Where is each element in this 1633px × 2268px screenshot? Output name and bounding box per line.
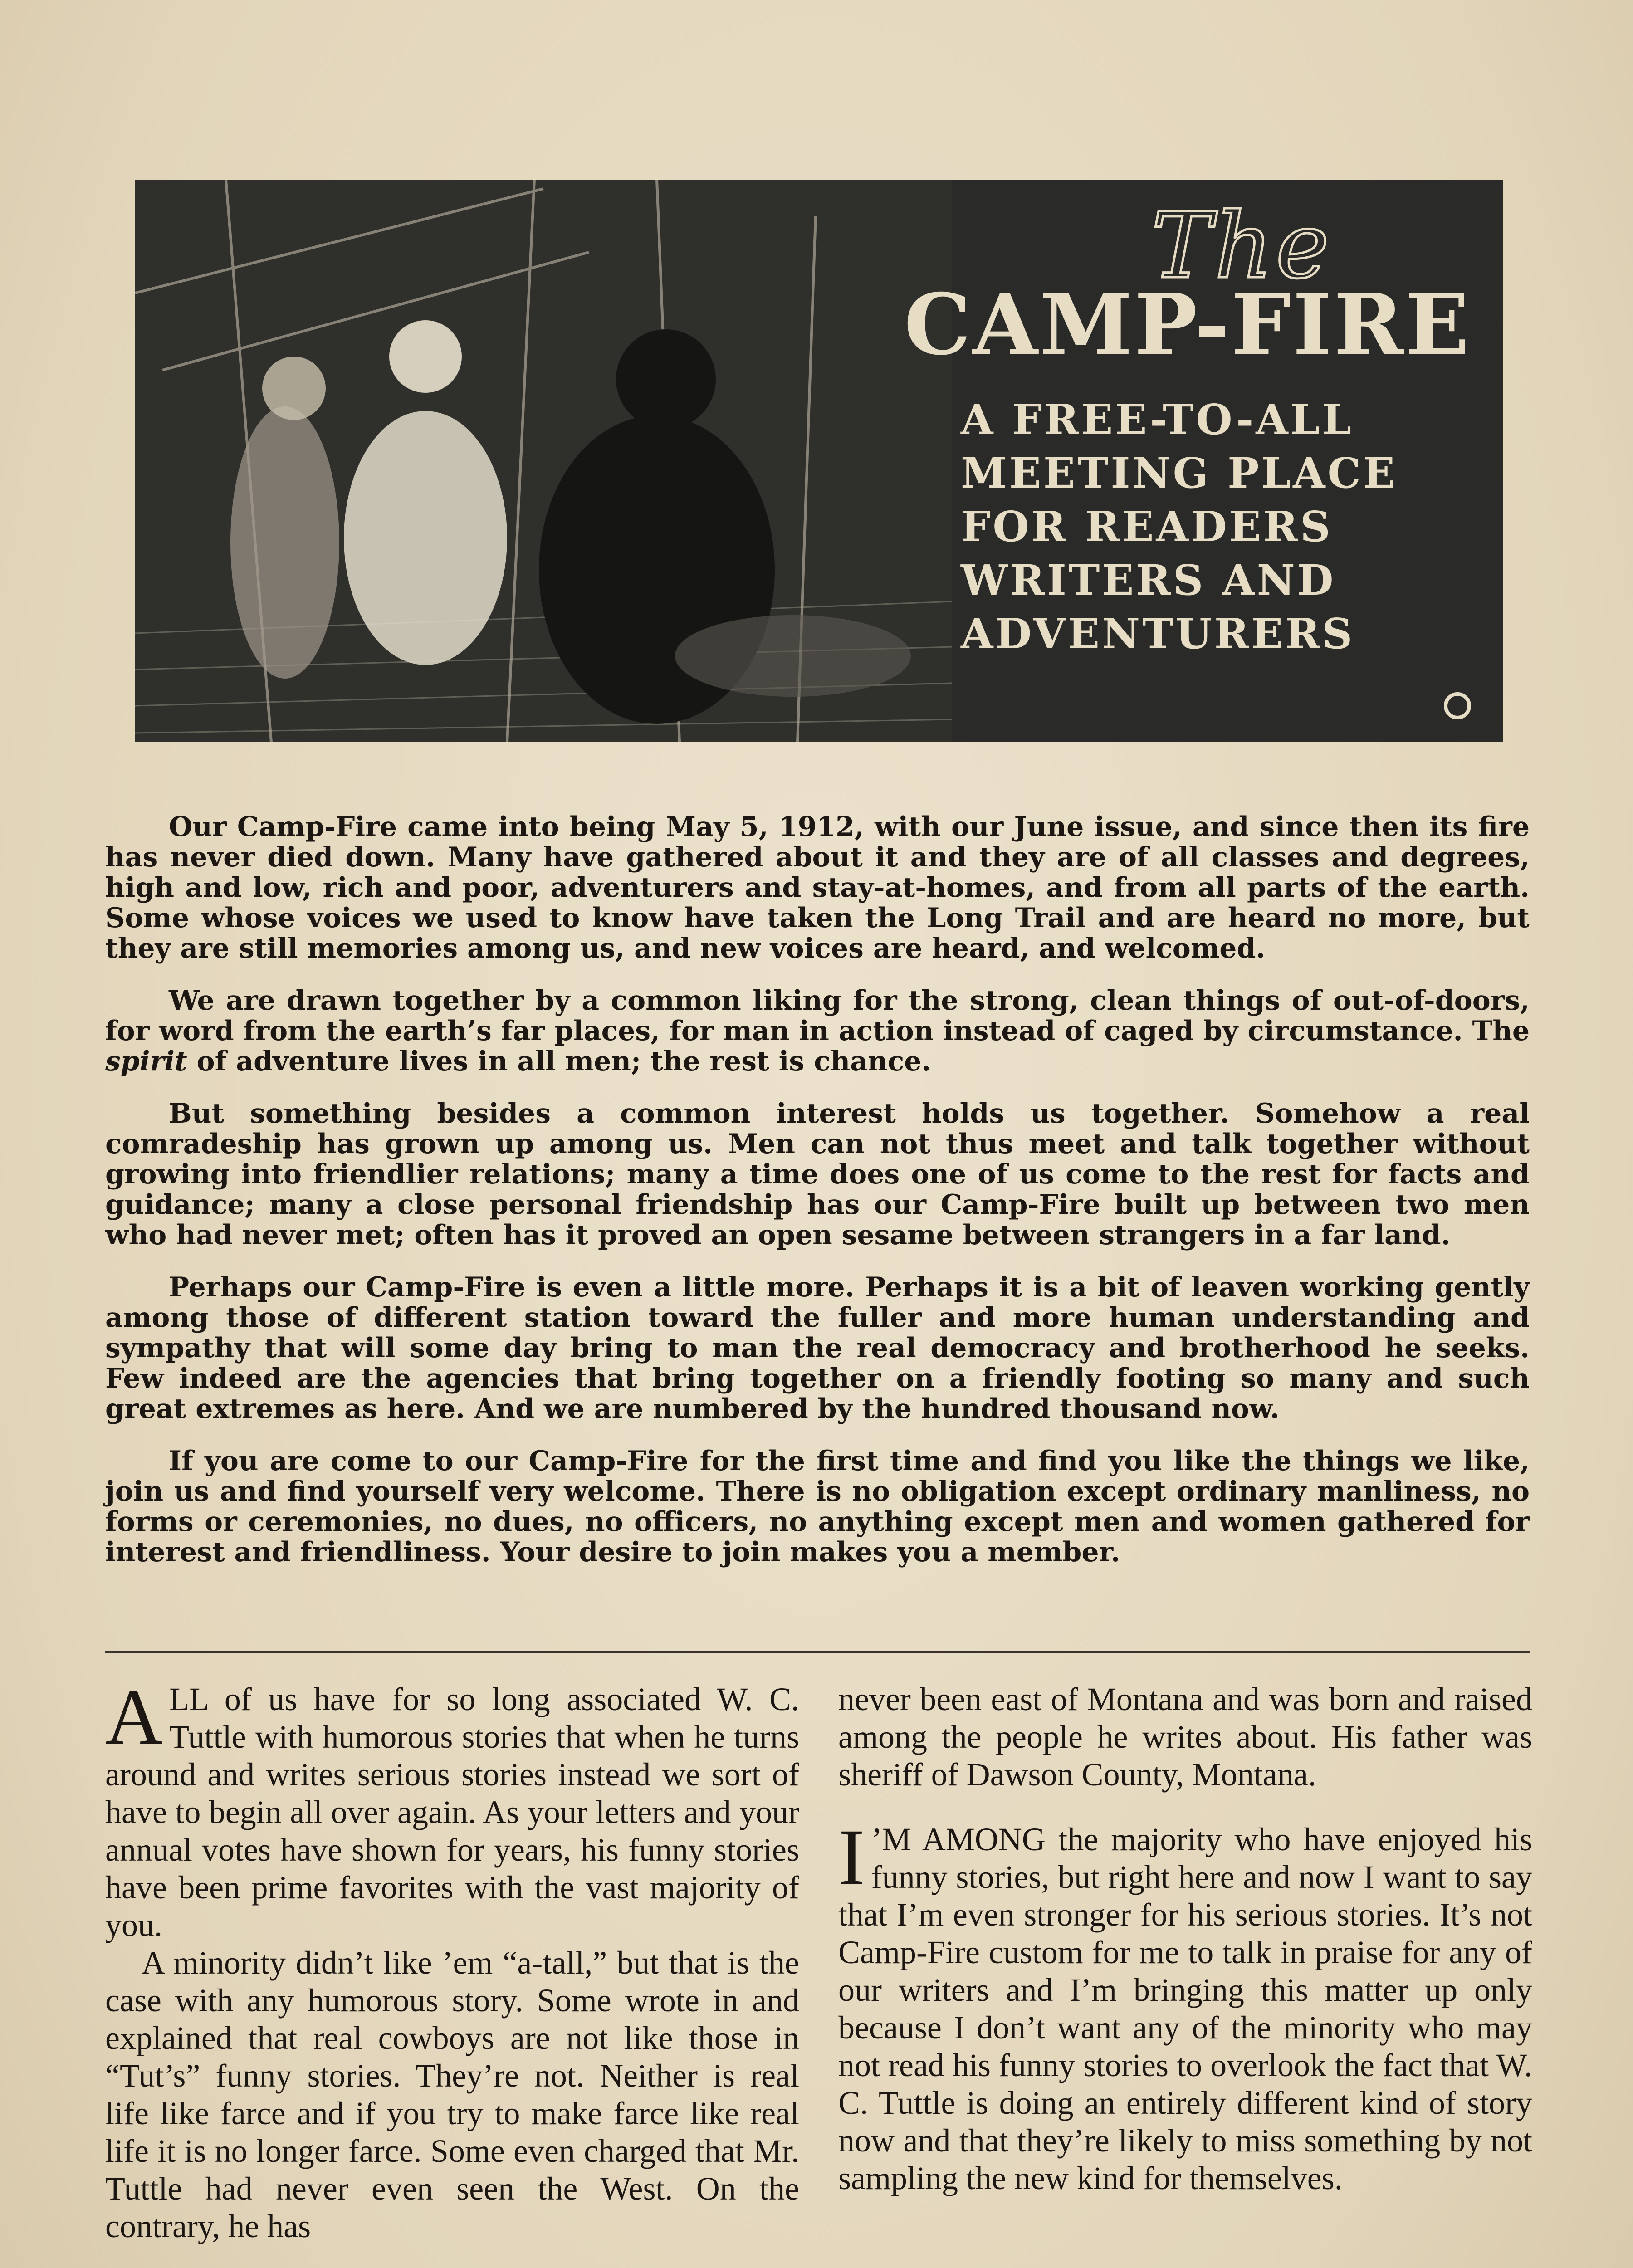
emphasis-spirit: spirit xyxy=(105,1046,187,1077)
banner-subtitle xyxy=(961,393,1460,660)
artist-monogram xyxy=(1444,692,1471,719)
intro-paragraph: Perhaps our Camp-Fire is even a little more. Perhaps it is a bit of leaven working gently among those of different station toward the fuller and more human understanding and sympathy that will some day bring to man the real democracy and brotherhood he seeks. Few indeed are the agencies that bring together on a friendly footing so many and such great extremes as here. And we are numbered by the hundred thousand now. xyxy=(105,1271,1530,1425)
intro-paragraph: But something besides a common interest holds us together. Somehow a real comradeship has grown up among us. Men can not thus meet and talk together without growing into friendlier relations; many a time does one of us come to the rest for facts and guidance; many a close personal friendship has our Camp-Fire built up between two men who had never met; often has it proved an open sesame between strangers in a far land. xyxy=(105,1098,1530,1251)
subtitle-line: WRITERS AND xyxy=(961,556,1336,605)
intro-paragraph: If you are come to our Camp-Fire for the first time and find you like the things we like, join us and find yourself very welcome. There is no obligation except ordinary manliness, no forms or ceremonies, no dues, no officers, no anything except men and women gathered for interest and friendliness. Your desire to join makes you a member. xyxy=(105,1445,1530,1568)
intro-statement xyxy=(105,812,1530,1589)
header-banner xyxy=(135,180,1503,742)
seated-figure-left xyxy=(230,406,339,679)
intro-paragraph: Our Camp-Fire came into being May 5, 1912, with our June issue, and since then its fire has never died down. Many have gathered about it and they are of all classes and degrees, high and low, rich and poor, adventurers and stay-at-homes, and from all parts of the earth. Some whose voices we used to know have taken the Long Trail and are heard no more, but they are still memories among us, and new voices are heard, and welcomed. xyxy=(105,811,1530,964)
right-column xyxy=(838,1681,1532,2197)
banner-the-script: The xyxy=(1151,193,1332,299)
subtitle-line: ADVENTURERS xyxy=(961,609,1355,658)
seated-figure-center xyxy=(344,411,507,665)
column-paragraph: A minority didn’t like ’em “a-tall,” but that is the case with any humorous story. Some wrote in and explained that real cowboys are not like those in “Tut’s” funny stories. They’re not. Neither is real life like farce and if you try to make farce like real life it is no longer farce. Some even charged that Mr. Tuttle had never even seen the West. On the contrary, he has xyxy=(105,1945,799,2244)
subtitle-line: FOR READERS xyxy=(961,502,1333,551)
subtitle-line: A FREE-TO-ALL xyxy=(961,395,1354,444)
drop-cap: A xyxy=(105,1673,163,1761)
column-paragraph: never been east of Montana and was born and raised among the people he writes about. His father was sheriff of Dawson County, Montana. xyxy=(838,1681,1532,1793)
section-divider xyxy=(105,1651,1530,1653)
subtitle-line: MEETING PLACE xyxy=(961,449,1397,498)
intro-paragraph: We are drawn together by a common liking for the strong, clean things of out-of-doors, for word from the earth’s far places, for man in action instead of caged by circumstance. The spirit of adventure lives in all men; the rest is chance. xyxy=(105,985,1530,1077)
banner-title: CAMP-FIRE xyxy=(904,275,1471,374)
column-paragraph: ALL of us have for so long associated W. C. Tuttle with humorous stories that when he turns around and writes serious stories instead we sort of have to begin all over again. As your letters and your annual votes have shown for years, his funny stories have been prime favorites with the vast majority of you. xyxy=(105,1673,799,1943)
campfire-illustration xyxy=(135,180,952,742)
column-paragraph: I ’M AMONG the majority who have enjoyed his funny stories, but right here and now I want to say that I’m even stronger for his serious stories. It’s not Camp-Fire custom for me to talk in praise for any of our writers and I’m bringing this matter up only because I don’t want any of the minority who may not read his funny stories to overlook the fact that W. C. Tuttle is doing an entirely different kind of story now and that they’re likely to miss something by not sampling the new kind for themselves. xyxy=(838,1813,1532,2196)
drop-cap: I xyxy=(838,1813,865,1901)
fire-glow xyxy=(675,615,911,697)
left-column xyxy=(105,1673,799,2245)
